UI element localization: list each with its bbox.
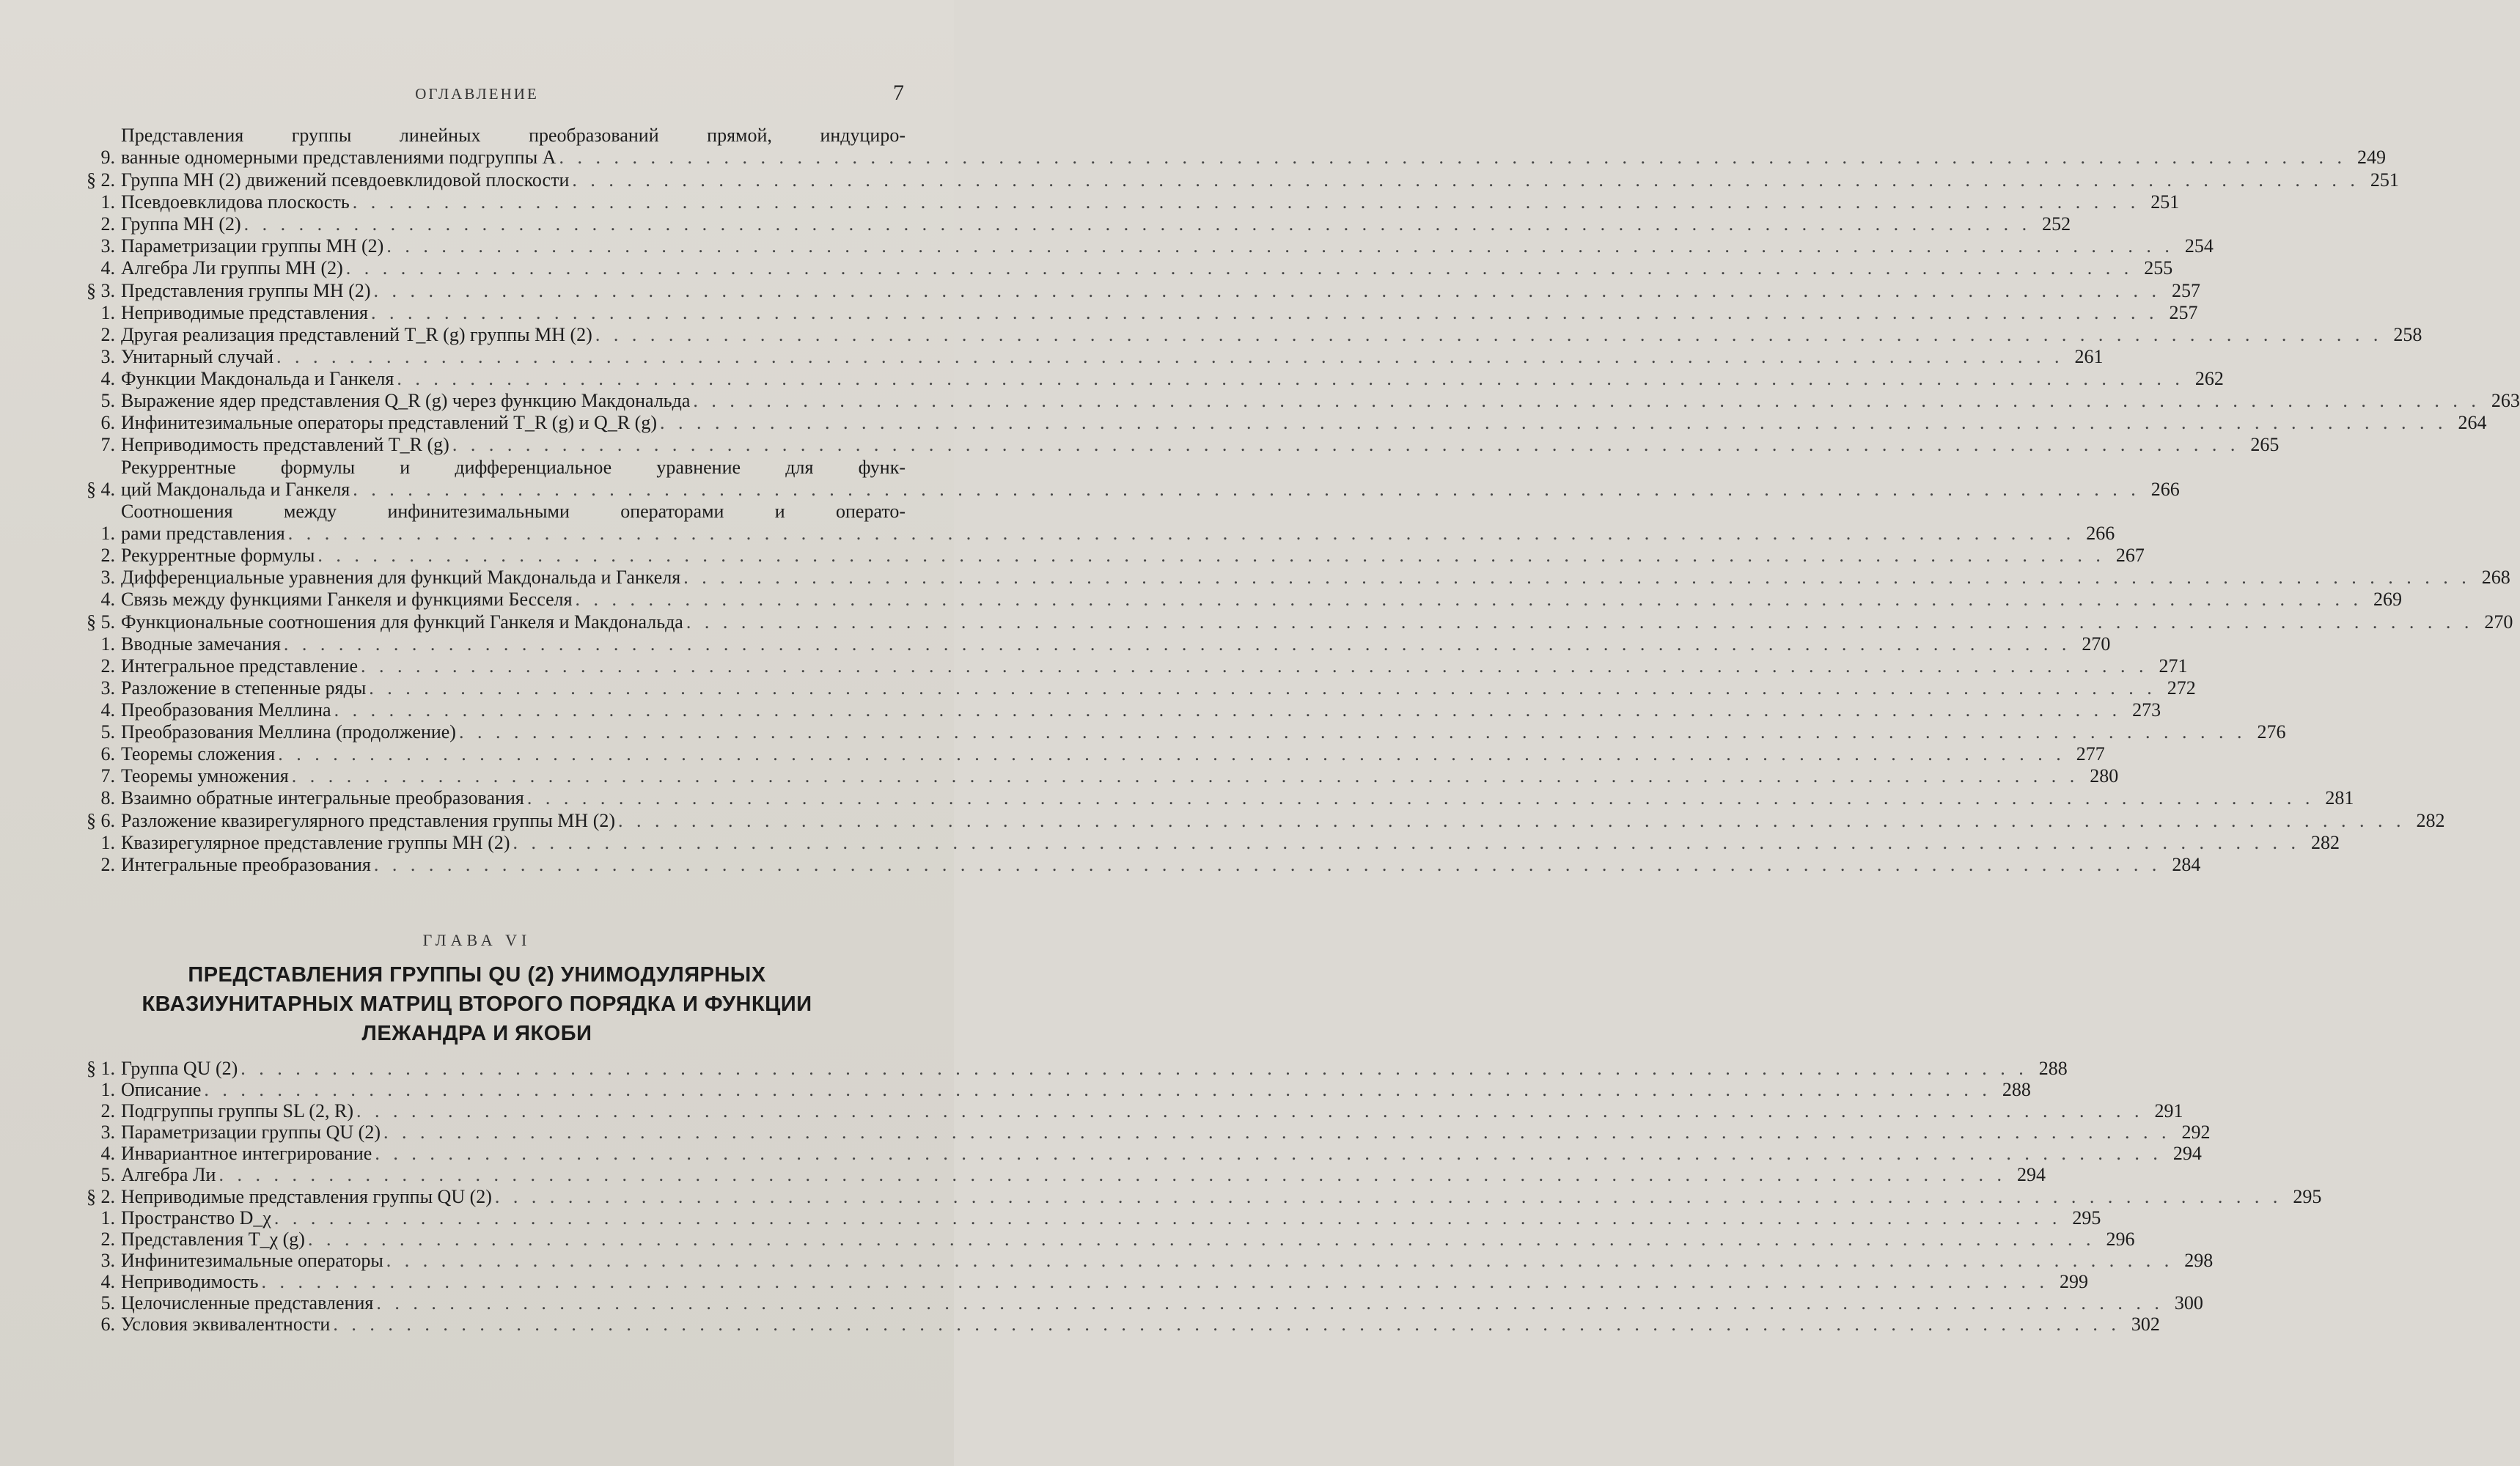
toc-entry-number: 3. <box>100 1250 115 1271</box>
toc-entry-title: Подгруппы группы SL (2, R) <box>121 1100 354 1121</box>
toc-entry <box>70 1271 2088 1292</box>
leader-dots: . . . . . . . . . . . . . . . . . . . . . . . . . . . . . . . . . . . . . . . . . . . . . . . . . . . . . . . . . . . . . . . . . . . . . . . . . . . . . . . . . . . . . . . . . . . . . . . . . . <box>352 191 2140 213</box>
toc-entry <box>70 1143 2202 1164</box>
toc-entry <box>70 1250 2214 1271</box>
toc-entry-number: 1. <box>100 832 115 853</box>
toc-entry-page: 291 <box>2154 1100 2183 1121</box>
toc-entry-title: Разложение в степенные ряды <box>121 677 367 699</box>
toc-entry-page: 270 <box>2484 611 2513 633</box>
leader-dots: . . . . . . . . . . . . . . . . . . . . . . . . . . . . . . . . . . . . . . . . . . . . . . . . . . . . . . . . . . . . . . . . . . . . . . . . . . . . . . . . . . . . . . . . . . . . . . . . . . <box>452 434 2240 455</box>
toc-section-entry <box>70 280 2201 302</box>
leader-dots: . . . . . . . . . . . . . . . . . . . . . . . . . . . . . . . . . . . . . . . . . . . . . . . . . . . . . . . . . . . . . . . . . . . . . . . . . . . . . . . . . . . . . . . . . . . . . . . . . . <box>513 832 2301 853</box>
leader-dots: . . . . . . . . . . . . . . . . . . . . . . . . . . . . . . . . . . . . . . . . . . . . . . . . . . . . . . . . . . . . . . . . . . . . . . . . . . . . . . . . . . . . . . . . . . . . . . . . . . <box>317 545 2105 566</box>
leader-dots: . . . . . . . . . . . . . . . . . . . . . . . . . . . . . . . . . . . . . . . . . . . . . . . . . . . . . . . . . . . . . . . . . . . . . . . . . . . . . . . . . . . . . . . . . . . . . . . . . . <box>307 1229 2095 1250</box>
toc-entry-title: Представления группы линейных преобразований прямой, индуциро- <box>121 125 905 146</box>
toc-entry-title: Функциональные соотношения для функций Ганкеля и Макдональда <box>121 611 683 633</box>
toc-entry-number: 6. <box>100 1314 115 1335</box>
toc-entry-page: 254 <box>2184 235 2214 257</box>
toc-entry <box>70 633 2111 655</box>
leader-dots: . . . . . . . . . . . . . . . . . . . . . . . . . . . . . . . . . . . . . . . . . . . . . . . . . . . . . . . . . . . . . . . . . . . . . . . . . . . . . . . . . . . . . . . . . . . . . . . . . . <box>261 1271 2049 1292</box>
toc-entry-number: 3. <box>100 677 115 699</box>
leader-dots: . . . . . . . . . . . . . . . . . . . . . . . . . . . . . . . . . . . . . . . . . . . . . . . . . . . . . . . . . . . . . . . . . . . . . . . . . . . . . . . . . . . . . . . . . . . . . . . . . . <box>369 677 2156 699</box>
toc-entry-number: 8. <box>100 787 115 808</box>
toc-entry-title: Преобразования Меллина (продолжение) <box>121 721 456 743</box>
toc-entry <box>70 787 2354 809</box>
toc-entry-title: Теоремы умножения <box>121 765 289 787</box>
toc-entry <box>70 1207 2101 1229</box>
toc-entry-number: 1. <box>100 1207 115 1229</box>
leader-dots: . . . . . . . . . . . . . . . . . . . . . . . . . . . . . . . . . . . . . . . . . . . . . . . . . . . . . . . . . . . . . . . . . . . . . . . . . . . . . . . . . . . . . . . . . . . . . . . . . . <box>693 390 2480 411</box>
toc-entry-title: Разложение квазирегулярного представления группы MH (2) <box>121 810 616 831</box>
toc-entry <box>70 545 2145 567</box>
toc-entry <box>70 1079 2031 1100</box>
toc-entry-title: Группа MH (2) <box>121 213 241 235</box>
toc-entry <box>70 125 2386 169</box>
toc-entry-number: 1. <box>100 633 115 655</box>
leader-dots: . . . . . . . . . . . . . . . . . . . . . . . . . . . . . . . . . . . . . . . . . . . . . . . . . . . . . . . . . . . . . . . . . . . . . . . . . . . . . . . . . . . . . . . . . . . . . . . . . . <box>218 1164 2006 1185</box>
toc-entry-number: § 2. <box>87 1186 115 1207</box>
toc-entry-page: 251 <box>2370 169 2399 191</box>
toc-entry-number: 3. <box>100 567 115 588</box>
toc-entry <box>70 412 2487 434</box>
toc-section-entry <box>70 810 2445 832</box>
toc-entry <box>70 1100 2183 1121</box>
leader-dots: . . . . . . . . . . . . . . . . . . . . . . . . . . . . . . . . . . . . . . . . . . . . . . . . . . . . . . . . . . . . . . . . . . . . . . . . . . . . . . . . . . . . . . . . . . . . . . . . . . <box>386 1250 2174 1271</box>
toc-entry-page: 294 <box>2016 1164 2046 1185</box>
toc-entry-page: 257 <box>2172 280 2201 301</box>
toc-entry-page: 265 <box>2250 434 2280 455</box>
leader-dots: . . . . . . . . . . . . . . . . . . . . . . . . . . . . . . . . . . . . . . . . . . . . . . . . . . . . . . . . . . . . . . . . . . . . . . . . . . . . . . . . . . . . . . . . . . . . . . . . . . <box>575 589 2363 610</box>
toc-entry <box>70 765 2119 787</box>
toc-entry-page: 288 <box>2002 1079 2031 1100</box>
leader-dots: . . . . . . . . . . . . . . . . . . . . . . . . . . . . . . . . . . . . . . . . . . . . . . . . . . . . . . . . . . . . . . . . . . . . . . . . . . . . . . . . . . . . . . . . . . . . . . . . . . <box>243 213 2032 235</box>
toc-entry-page: 300 <box>2174 1292 2203 1314</box>
toc-entry-number: § 2. <box>87 169 115 191</box>
toc-entry-number: 4. <box>100 368 115 389</box>
toc-entry <box>70 257 2173 279</box>
toc-entry-title: Взаимно обратные интегральные преобразования <box>121 787 524 808</box>
toc-entry-title: Связь между функциями Ганкеля и функциями Бесселя <box>121 589 573 610</box>
toc-entry-number: 3. <box>100 346 115 367</box>
toc-entry-title: Функции Макдональда и Ганкеля <box>121 368 394 389</box>
leader-dots: . . . . . . . . . . . . . . . . . . . . . . . . . . . . . . . . . . . . . . . . . . . . . . . . . . . . . . . . . . . . . . . . . . . . . . . . . . . . . . . . . . . . . . . . . . . . . . . . . . <box>333 1314 2120 1335</box>
toc-entry-title: Неприводимые представления <box>121 302 368 323</box>
toc-entry-title: Дифференциальные уравнения для функций Макдональда и Ганкеля <box>121 567 681 588</box>
leader-dots: . . . . . . . . . . . . . . . . . . . . . . . . . . . . . . . . . . . . . . . . . . . . . . . . . . . . . . . . . . . . . . . . . . . . . . . . . . . . . . . . . . . . . . . . . . . . . . . . . . <box>494 1186 2282 1207</box>
leader-dots: . . . . . . . . . . . . . . . . . . . . . . . . . . . . . . . . . . . . . . . . . . . . . . . . . . . . . . . . . . . . . . . . . . . . . . . . . . . . . . . . . . . . . . . . . . . . . . . . . . <box>373 854 2161 875</box>
toc-entry-number: 1. <box>100 523 115 544</box>
toc-entry <box>70 589 2403 611</box>
toc-entry-title: Другая реализация представлений T_R (g) группы MH (2) <box>121 324 592 345</box>
toc-entry-number: § 1. <box>87 1058 115 1079</box>
toc-entry <box>70 235 2214 257</box>
toc-entry-title: Неприводимость <box>121 1271 259 1292</box>
toc-entry-page: 284 <box>2172 854 2201 875</box>
running-head <box>0 81 954 110</box>
toc-entry-title: Пространство D_χ <box>121 1207 271 1229</box>
toc-entry-page: 299 <box>2060 1271 2088 1292</box>
leader-dots: . . . . . . . . . . . . . . . . . . . . . . . . . . . . . . . . . . . . . . . . . . . . . . . . . . . . . . . . . . . . . . . . . . . . . . . . . . . . . . . . . . . . . . . . . . . . . . . . . . <box>397 368 2184 389</box>
toc-section-entry <box>70 169 2399 191</box>
toc-entry-number: 6. <box>100 412 115 433</box>
toc-entry-title: Неприводимые представления группы QU (2) <box>121 1186 492 1207</box>
leader-dots: . . . . . . . . . . . . . . . . . . . . . . . . . . . . . . . . . . . . . . . . . . . . . . . . . . . . . . . . . . . . . . . . . . . . . . . . . . . . . . . . . . . . . . . . . . . . . . . . . . <box>273 1207 2062 1229</box>
toc-entry-number: 2. <box>100 213 115 235</box>
toc-entry <box>70 1121 2211 1143</box>
leader-dots: . . . . . . . . . . . . . . . . . . . . . . . . . . . . . . . . . . . . . . . . . . . . . . . . . . . . . . . . . . . . . . . . . . . . . . . . . . . . . . . . . . . . . . . . . . . . . . . . . . <box>353 479 2140 500</box>
toc-entry-page: 264 <box>2458 412 2487 433</box>
leader-dots: . . . . . . . . . . . . . . . . . . . . . . . . . . . . . . . . . . . . . . . . . . . . . . . . . . . . . . . . . . . . . . . . . . . . . . . . . . . . . . . . . . . . . . . . . . . . . . . . . . <box>686 611 2474 633</box>
leader-dots: . . . . . . . . . . . . . . . . . . . . . . . . . . . . . . . . . . . . . . . . . . . . . . . . . . . . . . . . . . . . . . . . . . . . . . . . . . . . . . . . . . . . . . . . . . . . . . . . . . <box>376 1292 2164 1314</box>
leader-dots: . . . . . . . . . . . . . . . . . . . . . . . . . . . . . . . . . . . . . . . . . . . . . . . . . . . . . . . . . . . . . . . . . . . . . . . . . . . . . . . . . . . . . . . . . . . . . . . . . . <box>458 721 2247 743</box>
toc-entry-title: Рекуррентные формулы <box>121 545 315 566</box>
toc-entry-page: 292 <box>2181 1121 2211 1143</box>
toc-entry-page: 261 <box>2074 346 2104 367</box>
chapter-title-line: ПРЕДСТАВЛЕНИЯ ГРУППЫ QU (2) УНИМОДУЛЯРНЫХ <box>188 963 766 987</box>
toc-entry-number: 5. <box>100 1164 115 1185</box>
toc-entry-title: Выражение ядер представления Q_R (g) через функцию Макдональда <box>121 390 691 411</box>
toc-entry-title: Целочисленные представления <box>121 1292 374 1314</box>
leader-dots: . . . . . . . . . . . . . . . . . . . . . . . . . . . . . . . . . . . . . . . . . . . . . . . . . . . . . . . . . . . . . . . . . . . . . . . . . . . . . . . . . . . . . . . . . . . . . . . . . . <box>291 765 2079 787</box>
toc-entry-title: Квазирегулярное представление группы MH (2) <box>121 832 510 853</box>
leader-dots: . . . . . . . . . . . . . . . . . . . . . . . . . . . . . . . . . . . . . . . . . . . . . . . . . . . . . . . . . . . . . . . . . . . . . . . . . . . . . . . . . . . . . . . . . . . . . . . . . . <box>345 257 2134 279</box>
toc-section-entry <box>70 457 2180 501</box>
toc-entry <box>70 655 2188 677</box>
toc-entry-title: Группа QU (2) <box>121 1058 238 1079</box>
chapter-title-line: ЛЕЖАНДРА И ЯКОБИ <box>361 1022 592 1045</box>
leader-dots: . . . . . . . . . . . . . . . . . . . . . . . . . . . . . . . . . . . . . . . . . . . . . . . . . . . . . . . . . . . . . . . . . . . . . . . . . . . . . . . . . . . . . . . . . . . . . . . . . . <box>240 1058 2028 1079</box>
toc-entry-page: 266 <box>2150 479 2180 500</box>
toc-entry-title: ций Макдональда и Ганкеля <box>121 479 350 500</box>
toc-entry-page: 294 <box>2172 1143 2202 1164</box>
toc-entry-title: Вводные замечания <box>121 633 281 655</box>
toc-entry-page: 276 <box>2257 721 2286 743</box>
toc-entry-page: 282 <box>2311 832 2340 853</box>
toc-entry-page: 257 <box>2169 302 2198 323</box>
toc-entry <box>70 501 2115 545</box>
toc-entry-title: Инвариантное интегрирование <box>121 1143 372 1164</box>
toc-entry-title: Рекуррентные формулы и дифференциальное уравнение для функ- <box>121 457 905 478</box>
toc-entry <box>70 1292 2203 1314</box>
toc-entry <box>70 1314 2160 1335</box>
leader-dots: . . . . . . . . . . . . . . . . . . . . . . . . . . . . . . . . . . . . . . . . . . . . . . . . . . . . . . . . . . . . . . . . . . . . . . . . . . . . . . . . . . . . . . . . . . . . . . . . . . <box>559 147 2346 168</box>
toc-entry-page: 298 <box>2184 1250 2214 1271</box>
toc-entry-number: 4. <box>100 1271 115 1292</box>
toc-entry-page: 302 <box>2131 1314 2160 1335</box>
toc-entry-page: 273 <box>2132 699 2161 721</box>
toc-entry-title: рами представления <box>121 523 285 544</box>
toc-entry-number: 4. <box>100 589 115 610</box>
toc-entry-number: 5. <box>100 1292 115 1314</box>
toc-entry-number: 2. <box>100 1229 115 1250</box>
toc-entry <box>70 434 2280 456</box>
toc-entry-number: 4. <box>100 1143 115 1164</box>
running-head-title: ОГЛАВЛЕНИЕ <box>415 85 539 103</box>
toc-entry-number: § 4. <box>87 479 115 500</box>
toc-entry-page: 252 <box>2042 213 2071 235</box>
toc-entry-page: 268 <box>2481 567 2510 588</box>
leader-dots: . . . . . . . . . . . . . . . . . . . . . . . . . . . . . . . . . . . . . . . . . . . . . . . . . . . . . . . . . . . . . . . . . . . . . . . . . . . . . . . . . . . . . . . . . . . . . . . . . . <box>287 523 2076 544</box>
leader-dots: . . . . . . . . . . . . . . . . . . . . . . . . . . . . . . . . . . . . . . . . . . . . . . . . . . . . . . . . . . . . . . . . . . . . . . . . . . . . . . . . . . . . . . . . . . . . . . . . . . <box>373 280 2161 301</box>
toc-entry <box>70 567 2510 589</box>
toc-entry-page: 267 <box>2115 545 2145 566</box>
toc-entry-page: 280 <box>2090 765 2119 787</box>
toc-entry-number: § 6. <box>87 810 115 831</box>
leader-dots: . . . . . . . . . . . . . . . . . . . . . . . . . . . . . . . . . . . . . . . . . . . . . . . . . . . . . . . . . . . . . . . . . . . . . . . . . . . . . . . . . . . . . . . . . . . . . . . . . . <box>204 1079 1991 1100</box>
toc-entry-title: Инфинитезимальные операторы <box>121 1250 383 1271</box>
toc-entry-title: Условия эквивалентности <box>121 1314 331 1335</box>
toc-entry-title: Теоремы сложения <box>121 743 276 765</box>
toc-entry-title: Описание <box>121 1079 202 1100</box>
toc-entry <box>70 832 2340 854</box>
toc-entry-page: 295 <box>2072 1207 2101 1229</box>
leader-dots: . . . . . . . . . . . . . . . . . . . . . . . . . . . . . . . . . . . . . . . . . . . . . . . . . . . . . . . . . . . . . . . . . . . . . . . . . . . . . . . . . . . . . . . . . . . . . . . . . . <box>370 302 2159 323</box>
toc-entry-title: Параметризации группы QU (2) <box>121 1121 381 1143</box>
leader-dots: . . . . . . . . . . . . . . . . . . . . . . . . . . . . . . . . . . . . . . . . . . . . . . . . . . . . . . . . . . . . . . . . . . . . . . . . . . . . . . . . . . . . . . . . . . . . . . . . . . <box>356 1100 2144 1121</box>
toc-entry-number: 4. <box>100 257 115 279</box>
toc-entry-page: 258 <box>2393 324 2422 345</box>
toc-entry-title: Параметризации группы MH (2) <box>121 235 384 257</box>
toc-entry-number: 2. <box>100 1100 115 1121</box>
toc-entry-number: § 5. <box>87 611 115 633</box>
leader-dots: . . . . . . . . . . . . . . . . . . . . . . . . . . . . . . . . . . . . . . . . . . . . . . . . . . . . . . . . . . . . . . . . . . . . . . . . . . . . . . . . . . . . . . . . . . . . . . . . . . <box>334 699 2122 721</box>
leader-dots: . . . . . . . . . . . . . . . . . . . . . . . . . . . . . . . . . . . . . . . . . . . . . . . . . . . . . . . . . . . . . . . . . . . . . . . . . . . . . . . . . . . . . . . . . . . . . . . . . . <box>283 633 2071 655</box>
toc-section-entry <box>70 611 2513 633</box>
leader-dots: . . . . . . . . . . . . . . . . . . . . . . . . . . . . . . . . . . . . . . . . . . . . . . . . . . . . . . . . . . . . . . . . . . . . . . . . . . . . . . . . . . . . . . . . . . . . . . . . . . <box>659 412 2447 433</box>
toc-entry-number: 3. <box>100 1121 115 1143</box>
toc-entry-number: 7. <box>100 434 115 455</box>
toc-entry <box>70 390 2520 412</box>
chapter-title-line: КВАЗИУНИТАРНЫХ МАТРИЦ ВТОРОГО ПОРЯДКА И ФУНКЦИИ <box>142 992 812 1016</box>
toc-entry-number: 6. <box>100 743 115 765</box>
toc-entry-number: 2. <box>100 324 115 345</box>
toc-entry-title: Алгебра Ли группы MH (2) <box>121 257 343 279</box>
toc-entry-title: Соотношения между инфинитезимальными операторами и операто- <box>121 501 905 522</box>
toc-entry-page: 270 <box>2082 633 2111 655</box>
toc-entry <box>70 721 2286 743</box>
toc-entry-page: 281 <box>2325 787 2354 808</box>
toc-entry-page: 249 <box>2356 147 2386 168</box>
chapter-title <box>59 960 895 1048</box>
toc-entry-title: Унитарный случай <box>121 346 274 367</box>
toc-entry-number: 2. <box>100 545 115 566</box>
toc-entry-page: 288 <box>2038 1058 2068 1079</box>
toc-entry-title: Интегральное представление <box>121 655 359 677</box>
toc-list-part1 <box>70 125 2520 876</box>
toc-entry-number: 2. <box>100 655 115 677</box>
toc-entry-page: 295 <box>2293 1186 2322 1207</box>
toc-entry <box>70 1229 2135 1250</box>
leader-dots: . . . . . . . . . . . . . . . . . . . . . . . . . . . . . . . . . . . . . . . . . . . . . . . . . . . . . . . . . . . . . . . . . . . . . . . . . . . . . . . . . . . . . . . . . . . . . . . . . . <box>361 655 2148 677</box>
toc-entry-title: Псевдоевклидова плоскость <box>121 191 350 213</box>
leader-dots: . . . . . . . . . . . . . . . . . . . . . . . . . . . . . . . . . . . . . . . . . . . . . . . . . . . . . . . . . . . . . . . . . . . . . . . . . . . . . . . . . . . . . . . . . . . . . . . . . . <box>375 1143 2162 1164</box>
toc-entry <box>70 191 2180 213</box>
toc-entry-number: 1. <box>100 302 115 323</box>
chapter-label: ГЛАВА VI <box>422 931 532 949</box>
leader-dots: . . . . . . . . . . . . . . . . . . . . . . . . . . . . . . . . . . . . . . . . . . . . . . . . . . . . . . . . . . . . . . . . . . . . . . . . . . . . . . . . . . . . . . . . . . . . . . . . . . <box>276 346 2064 367</box>
toc-entry <box>70 854 2201 876</box>
toc-entry-page: 271 <box>2159 655 2188 677</box>
toc-section-entry <box>70 1186 2322 1207</box>
leader-dots: . . . . . . . . . . . . . . . . . . . . . . . . . . . . . . . . . . . . . . . . . . . . . . . . . . . . . . . . . . . . . . . . . . . . . . . . . . . . . . . . . . . . . . . . . . . . . . . . . . <box>595 324 2383 345</box>
toc-entry <box>70 368 2224 390</box>
leader-dots: . . . . . . . . . . . . . . . . . . . . . . . . . . . . . . . . . . . . . . . . . . . . . . . . . . . . . . . . . . . . . . . . . . . . . . . . . . . . . . . . . . . . . . . . . . . . . . . . . . <box>278 743 2065 765</box>
toc-entry-page: 263 <box>2491 390 2520 411</box>
toc-entry <box>70 213 2071 235</box>
toc-entry <box>70 699 2161 721</box>
toc-entry-number: 7. <box>100 765 115 787</box>
toc-entry-title: Неприводимость представлений T_R (g) <box>121 434 449 455</box>
leader-dots: . . . . . . . . . . . . . . . . . . . . . . . . . . . . . . . . . . . . . . . . . . . . . . . . . . . . . . . . . . . . . . . . . . . . . . . . . . . . . . . . . . . . . . . . . . . . . . . . . . <box>683 567 2471 588</box>
toc-entry-title: Представления группы MH (2) <box>121 280 371 301</box>
toc-entry-page: 277 <box>2076 743 2105 765</box>
page-number: 7 <box>893 81 904 105</box>
leader-dots: . . . . . . . . . . . . . . . . . . . . . . . . . . . . . . . . . . . . . . . . . . . . . . . . . . . . . . . . . . . . . . . . . . . . . . . . . . . . . . . . . . . . . . . . . . . . . . . . . . <box>526 787 2315 808</box>
toc-entry-number: 5. <box>100 390 115 411</box>
toc-entry-title: Интегральные преобразования <box>121 854 371 875</box>
toc-entry-title: Группа MH (2) движений псевдоевклидовой плоскости <box>121 169 570 191</box>
leader-dots: . . . . . . . . . . . . . . . . . . . . . . . . . . . . . . . . . . . . . . . . . . . . . . . . . . . . . . . . . . . . . . . . . . . . . . . . . . . . . . . . . . . . . . . . . . . . . . . . . . <box>383 1121 2171 1143</box>
toc-entry-number: § 3. <box>87 280 115 301</box>
toc-entry-page: 266 <box>2086 523 2115 544</box>
toc-entry <box>70 324 2422 346</box>
toc-entry-title: Инфинитезимальные операторы представлений T_R (g) и Q_R (g) <box>121 412 657 433</box>
toc-entry-page: 282 <box>2416 810 2445 831</box>
toc-entry-page: 262 <box>2194 368 2224 389</box>
toc-entry <box>70 743 2105 765</box>
toc-entry <box>70 677 2196 699</box>
toc-section-entry <box>70 1058 2068 1079</box>
toc-entry-page: 296 <box>2106 1229 2135 1250</box>
leader-dots: . . . . . . . . . . . . . . . . . . . . . . . . . . . . . . . . . . . . . . . . . . . . . . . . . . . . . . . . . . . . . . . . . . . . . . . . . . . . . . . . . . . . . . . . . . . . . . . . . . <box>618 810 2406 831</box>
toc-entry-page: 251 <box>2150 191 2180 213</box>
toc-entry-number: 2. <box>100 854 115 875</box>
toc-entry <box>70 346 2104 368</box>
toc-entry-number: 3. <box>100 235 115 257</box>
toc-entry <box>70 1164 2046 1185</box>
toc-entry-number: 1. <box>100 1079 115 1100</box>
toc-entry-number: 5. <box>100 721 115 743</box>
toc-entry-title: Представления T_χ (g) <box>121 1229 305 1250</box>
leader-dots: . . . . . . . . . . . . . . . . . . . . . . . . . . . . . . . . . . . . . . . . . . . . . . . . . . . . . . . . . . . . . . . . . . . . . . . . . . . . . . . . . . . . . . . . . . . . . . . . . . <box>386 235 2174 257</box>
toc-entry-number: 4. <box>100 699 115 721</box>
toc-entry-title: Алгебра Ли <box>121 1164 216 1185</box>
toc-list-part2 <box>70 1057 2322 1335</box>
toc-entry-title: ванные одномерными представлениями подгруппы A <box>121 147 556 168</box>
toc-entry-number: 1. <box>100 191 115 213</box>
toc-entry-page: 269 <box>2373 589 2403 610</box>
leader-dots: . . . . . . . . . . . . . . . . . . . . . . . . . . . . . . . . . . . . . . . . . . . . . . . . . . . . . . . . . . . . . . . . . . . . . . . . . . . . . . . . . . . . . . . . . . . . . . . . . . <box>572 169 2359 191</box>
toc-entry <box>70 302 2198 324</box>
toc-entry-number: 9. <box>100 147 115 168</box>
toc-entry-page: 255 <box>2144 257 2173 279</box>
toc-entry-page: 272 <box>2167 677 2196 699</box>
toc-entry-title: Преобразования Меллина <box>121 699 331 721</box>
